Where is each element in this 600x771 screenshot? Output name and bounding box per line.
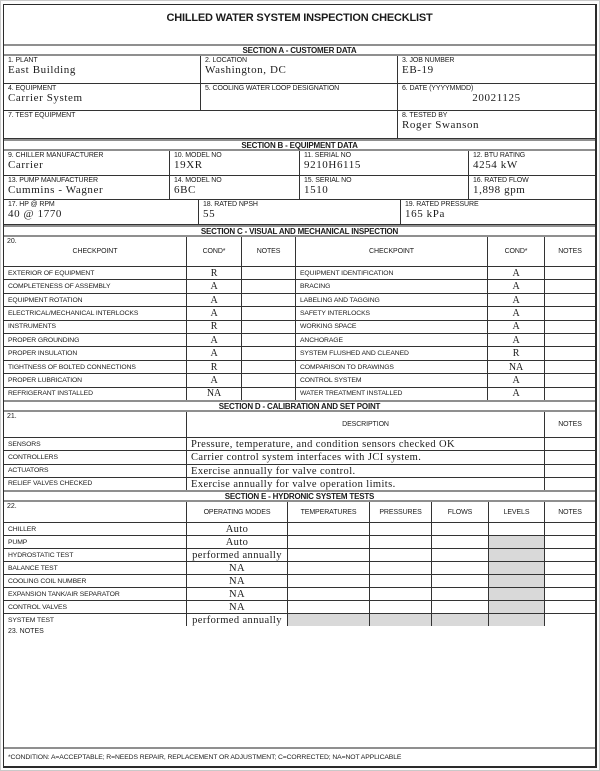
field-location-label: 2. LOCATION xyxy=(205,57,247,64)
field-date-label: 6. DATE (YYYYMMDD) xyxy=(402,85,474,92)
field-pump-model-label: 14. MODEL NO xyxy=(174,177,222,184)
notes-cell xyxy=(545,465,595,477)
hydronic-test-row xyxy=(4,562,595,575)
notes-cell xyxy=(242,347,296,359)
calibration-row xyxy=(4,438,595,451)
notes-cell xyxy=(242,321,296,333)
notes-cell xyxy=(545,321,595,333)
operating-mode-value: NA xyxy=(187,588,288,600)
checkpoint-label: CONTROL SYSTEM xyxy=(296,374,488,386)
checkpoint-row xyxy=(4,294,595,307)
temperatures-cell xyxy=(288,588,370,600)
field-rated-flow-value: 1,898 gpm xyxy=(473,184,526,196)
temperatures-cell xyxy=(288,536,370,548)
notes-cell xyxy=(545,523,595,535)
field-chiller-model-value: 19XR xyxy=(174,159,203,171)
notes-cell xyxy=(545,601,595,613)
column-notes-left: NOTES xyxy=(242,237,296,266)
levels-cell xyxy=(489,562,545,574)
field-pump-serial-label: 15. SERIAL NO xyxy=(304,177,352,184)
operating-mode-value: Auto xyxy=(187,523,288,535)
field-date-value: 20021125 xyxy=(472,92,521,104)
section-c-column-headers xyxy=(4,237,595,267)
hydronic-test-row xyxy=(4,575,595,588)
notes-cell xyxy=(545,361,595,373)
notes-cell xyxy=(545,549,595,561)
flows-cell xyxy=(432,523,489,535)
field-location-value: Washington, DC xyxy=(205,64,287,76)
hydronic-test-row xyxy=(4,588,595,601)
checkpoint-label: COMPARISON TO DRAWINGS xyxy=(296,361,488,373)
hydronic-test-row xyxy=(4,614,595,626)
flows-cell xyxy=(432,562,489,574)
calibration-row xyxy=(4,451,595,464)
section-b-row-2 xyxy=(4,176,595,200)
cond-value: A xyxy=(187,307,242,319)
cond-value: A xyxy=(488,374,545,386)
temperatures-cell xyxy=(288,523,370,535)
calibration-description: Carrier control system interfaces with JCI system. xyxy=(187,451,545,463)
operating-mode-value: Auto xyxy=(187,536,288,548)
checkpoint-label: PROPER INSULATION xyxy=(4,347,187,359)
field-tested-by xyxy=(398,111,595,138)
checkpoint-label: ELECTRICAL/MECHANICAL INTERLOCKS xyxy=(4,307,187,319)
inspection-checklist-form xyxy=(3,4,597,768)
cond-value: A xyxy=(187,347,242,359)
checkpoint-row xyxy=(4,361,595,374)
checkpoint-label: WORKING SPACE xyxy=(296,321,488,333)
notes-cell xyxy=(545,267,595,279)
column-notes-d: NOTES xyxy=(558,421,582,428)
temperatures-cell xyxy=(288,601,370,613)
operating-mode-value: NA xyxy=(187,562,288,574)
test-label: PUMP xyxy=(4,536,187,548)
operating-mode-value: performed annually xyxy=(187,549,288,561)
section-e-header: SECTION E - HYDRONIC SYSTEM TESTS xyxy=(4,490,595,502)
field-chiller-serial-label: 11. SERIAL NO xyxy=(304,152,351,159)
section-e-rows xyxy=(4,523,595,626)
cond-value: A xyxy=(488,294,545,306)
field-hp-rpm xyxy=(4,200,199,224)
notes-cell xyxy=(545,478,595,490)
calibration-description: Pressure, temperature, and condition sensors checked OK xyxy=(187,438,545,450)
cond-value: NA xyxy=(488,361,545,373)
test-label: CONTROL VALVES xyxy=(4,601,187,613)
column-temperatures: TEMPERATURES xyxy=(288,502,370,522)
notes-cell xyxy=(545,562,595,574)
checkpoint-label: REFRIGERANT INSTALLED xyxy=(4,388,187,400)
column-cond-left: COND* xyxy=(187,237,242,266)
column-levels: LEVELS xyxy=(489,502,545,522)
pressures-cell xyxy=(370,549,432,561)
checkpoint-label: BRACING xyxy=(296,280,488,292)
pressures-cell xyxy=(370,523,432,535)
column-notes-e: NOTES xyxy=(558,508,582,516)
notes-cell xyxy=(545,614,595,626)
checkpoint-label: PROPER LUBRICATION xyxy=(4,374,187,386)
checkpoint-label: TIGHTNESS OF BOLTED CONNECTIONS xyxy=(4,361,187,373)
checkpoint-row xyxy=(4,307,595,320)
field-chiller-model-label: 10. MODEL NO xyxy=(174,152,222,159)
field-pump-model xyxy=(170,176,300,199)
field-chiller-serial-value: 9210H6115 xyxy=(304,159,361,171)
field-plant xyxy=(4,56,201,83)
cond-value: A xyxy=(488,267,545,279)
section-a-row-3 xyxy=(4,111,595,139)
section-c-item-number: 20. xyxy=(7,238,17,245)
field-btu-rating-value: 4254 kW xyxy=(473,159,518,171)
calibration-label: ACTUATORS xyxy=(4,465,187,477)
field-cooling-loop-label: 5. COOLING WATER LOOP DESIGNATION xyxy=(205,85,340,92)
notes-cell xyxy=(242,334,296,346)
cond-value: R xyxy=(187,321,242,333)
section-c-checkpoint-rows xyxy=(4,267,595,400)
section-e-item-cell xyxy=(4,502,187,522)
column-operating-modes: OPERATING MODES xyxy=(187,502,288,522)
field-rated-npsh xyxy=(199,200,401,224)
notes-cell xyxy=(242,388,296,400)
section-b-row-3 xyxy=(4,200,595,225)
temperatures-cell xyxy=(288,575,370,587)
checkpoint-label: WATER TREATMENT INSTALLED xyxy=(296,388,488,400)
levels-cell xyxy=(489,549,545,561)
column-cond-right: COND* xyxy=(488,237,545,266)
levels-cell xyxy=(489,575,545,587)
flows-cell xyxy=(432,549,489,561)
notes-cell xyxy=(545,280,595,292)
field-chiller-model xyxy=(170,151,300,175)
temperatures-cell xyxy=(288,614,370,626)
section-c-item-cell xyxy=(4,237,187,266)
cond-value: A xyxy=(488,307,545,319)
notes-label: 23. NOTES xyxy=(8,628,44,635)
cond-value: A xyxy=(187,334,242,346)
cond-value: A xyxy=(187,280,242,292)
calibration-row xyxy=(4,478,595,490)
cond-value: NA xyxy=(187,388,242,400)
flows-cell xyxy=(432,575,489,587)
test-label: HYDROSTATIC TEST xyxy=(4,549,187,561)
section-c-header: SECTION C - VISUAL AND MECHANICAL INSPECTION xyxy=(4,225,595,237)
field-rated-npsh-value: 55 xyxy=(203,208,216,220)
checkpoint-row xyxy=(4,388,595,400)
field-equipment-value: Carrier System xyxy=(8,92,83,104)
form-title: CHILLED WATER SYSTEM INSPECTION CHECKLIST xyxy=(166,12,433,24)
calibration-label: SENSORS xyxy=(4,438,187,450)
levels-cell xyxy=(489,601,545,613)
notes-cell xyxy=(545,388,595,400)
operating-mode-value: performed annually xyxy=(187,614,288,626)
section-a-row-1 xyxy=(4,56,595,84)
flows-cell xyxy=(432,588,489,600)
column-checkpoint-left: CHECKPOINT xyxy=(72,248,118,255)
checkpoint-label: EXTERIOR OF EQUIPMENT xyxy=(4,267,187,279)
notes-cell xyxy=(242,307,296,319)
section-d-column-headers xyxy=(4,412,595,438)
notes-cell xyxy=(545,374,595,386)
levels-cell xyxy=(489,588,545,600)
notes-cell xyxy=(545,588,595,600)
notes-cell xyxy=(242,374,296,386)
calibration-label: RELIEF VALVES CHECKED xyxy=(4,478,187,490)
notes-cell xyxy=(545,575,595,587)
calibration-row xyxy=(4,465,595,478)
field-rated-pressure xyxy=(401,200,595,224)
field-rated-flow-label: 16. RATED FLOW xyxy=(473,177,529,184)
section-a-row-2 xyxy=(4,84,595,111)
cond-value: R xyxy=(488,347,545,359)
section-b-header: SECTION B - EQUIPMENT DATA xyxy=(4,139,595,151)
column-checkpoint-right: CHECKPOINT xyxy=(296,237,488,266)
field-hp-rpm-label: 17. HP @ RPM xyxy=(8,201,55,208)
checkpoint-row xyxy=(4,347,595,360)
field-rated-pressure-label: 19. RATED PRESSURE xyxy=(405,201,479,208)
operating-mode-value: NA xyxy=(187,575,288,587)
field-pump-model-value: 6BC xyxy=(174,184,196,196)
column-flows: FLOWS xyxy=(432,502,489,522)
field-test-equipment-label: 7. TEST EQUIPMENT xyxy=(8,112,76,119)
cond-value: A xyxy=(488,334,545,346)
field-test-equipment xyxy=(4,111,398,138)
section-d-header: SECTION D - CALIBRATION AND SET POINT xyxy=(4,400,595,412)
levels-cell xyxy=(489,614,545,626)
hydronic-test-row xyxy=(4,536,595,549)
notes-cell xyxy=(545,347,595,359)
section-a-header: SECTION A - CUSTOMER DATA xyxy=(4,44,595,56)
checkpoint-row xyxy=(4,267,595,280)
field-plant-value: East Building xyxy=(8,64,76,76)
notes-cell xyxy=(242,294,296,306)
pressures-cell xyxy=(370,614,432,626)
operating-mode-value: NA xyxy=(187,601,288,613)
checkpoint-row xyxy=(4,280,595,293)
notes-cell xyxy=(545,438,595,450)
field-plant-label: 1. PLANT xyxy=(8,57,38,64)
levels-cell xyxy=(489,536,545,548)
checkpoint-row xyxy=(4,321,595,334)
field-pump-manufacturer-value: Cummins - Wagner xyxy=(8,184,104,196)
cond-value: A xyxy=(488,388,545,400)
temperatures-cell xyxy=(288,549,370,561)
field-btu-rating-label: 12. BTU RATING xyxy=(473,152,526,159)
notes-cell xyxy=(545,334,595,346)
column-pressures: PRESSURES xyxy=(370,502,432,522)
field-chiller-serial xyxy=(300,151,469,175)
flows-cell xyxy=(432,601,489,613)
field-chiller-manufacturer-value: Carrier xyxy=(8,159,44,171)
section-e-column-headers xyxy=(4,502,595,523)
field-rated-flow xyxy=(469,176,595,199)
notes-cell xyxy=(545,307,595,319)
cond-value: A xyxy=(488,280,545,292)
checkpoint-label: ANCHORAGE xyxy=(296,334,488,346)
test-label: BALANCE TEST xyxy=(4,562,187,574)
checkpoint-label: COMPLETENESS OF ASSEMBLY xyxy=(4,280,187,292)
test-label: COOLING COIL NUMBER xyxy=(4,575,187,587)
checkpoint-label: LABELING AND TAGGING xyxy=(296,294,488,306)
checkpoint-row xyxy=(4,334,595,347)
pressures-cell xyxy=(370,562,432,574)
test-label: CHILLER xyxy=(4,523,187,535)
field-equipment-label: 4. EQUIPMENT xyxy=(8,85,57,92)
field-pump-manufacturer xyxy=(4,176,170,199)
column-notes-right: NOTES xyxy=(558,248,582,255)
checkpoint-row xyxy=(4,374,595,387)
cond-value: A xyxy=(488,321,545,333)
calibration-description: Exercise annually for valve operation limits. xyxy=(187,478,545,490)
field-equipment xyxy=(4,84,201,110)
checkpoint-label: PROPER GROUNDING xyxy=(4,334,187,346)
notes-cell xyxy=(242,361,296,373)
notes-cell xyxy=(545,536,595,548)
cond-value: R xyxy=(187,267,242,279)
field-tested-by-value: Roger Swanson xyxy=(402,119,480,131)
hydronic-test-row xyxy=(4,549,595,562)
section-e-item-number: 22. xyxy=(7,503,17,510)
field-pump-serial xyxy=(300,176,469,199)
checkpoint-label: INSTRUMENTS xyxy=(4,321,187,333)
flows-cell xyxy=(432,536,489,548)
field-location xyxy=(201,56,398,83)
field-tested-by-label: 8. TESTED BY xyxy=(402,112,448,119)
calibration-label: CONTROLLERS xyxy=(4,451,187,463)
calibration-description: Exercise annually for valve control. xyxy=(187,465,545,477)
field-job-number xyxy=(398,56,595,83)
cond-value: A xyxy=(187,374,242,386)
condition-legend: *CONDITION: A=ACCEPTABLE; R=NEEDS REPAIR, REPLACEMENT OR ADJUSTMENT; C=CORRECTED; NA=NOT APPLICABLE xyxy=(4,747,595,766)
flows-cell xyxy=(432,614,489,626)
field-chiller-manufacturer xyxy=(4,151,170,175)
notes-cell xyxy=(545,294,595,306)
field-cooling-loop xyxy=(201,84,398,110)
cond-value: R xyxy=(187,361,242,373)
test-label: EXPANSION TANK/AIR SEPARATOR xyxy=(4,588,187,600)
temperatures-cell xyxy=(288,562,370,574)
pressures-cell xyxy=(370,588,432,600)
field-date xyxy=(398,84,595,110)
test-label: SYSTEM TEST xyxy=(4,614,187,626)
section-d-rows xyxy=(4,438,595,490)
hydronic-test-row xyxy=(4,601,595,614)
field-job-number-value: EB-19 xyxy=(402,64,434,76)
field-job-number-label: 3. JOB NUMBER xyxy=(402,57,455,64)
field-rated-pressure-value: 165 kPa xyxy=(405,208,445,220)
hydronic-test-row xyxy=(4,523,595,536)
section-d-item-cell xyxy=(4,412,187,437)
section-b-row-1 xyxy=(4,151,595,176)
notes-cell xyxy=(242,280,296,292)
field-pump-serial-value: 1510 xyxy=(304,184,329,196)
column-description: DESCRIPTION xyxy=(187,412,545,437)
checkpoint-label: SAFETY INTERLOCKS xyxy=(296,307,488,319)
checkpoint-label: SYSTEM FLUSHED AND CLEANED xyxy=(296,347,488,359)
pressures-cell xyxy=(370,536,432,548)
pressures-cell xyxy=(370,601,432,613)
section-d-item-number: 21. xyxy=(7,413,17,420)
notes-section xyxy=(4,626,595,747)
checkpoint-label: EQUIPMENT IDENTIFICATION xyxy=(296,267,488,279)
cond-value: A xyxy=(187,294,242,306)
field-rated-npsh-label: 18. RATED NPSH xyxy=(203,201,258,208)
pressures-cell xyxy=(370,575,432,587)
field-btu-rating xyxy=(469,151,595,175)
field-hp-rpm-value: 40 @ 1770 xyxy=(8,208,63,220)
notes-cell xyxy=(545,451,595,463)
field-pump-manufacturer-label: 13. PUMP MANUFACTURER xyxy=(8,177,98,184)
notes-cell xyxy=(242,267,296,279)
field-chiller-manufacturer-label: 9. CHILLER MANUFACTURER xyxy=(8,152,104,159)
checkpoint-label: EQUIPMENT ROTATION xyxy=(4,294,187,306)
levels-cell xyxy=(489,523,545,535)
